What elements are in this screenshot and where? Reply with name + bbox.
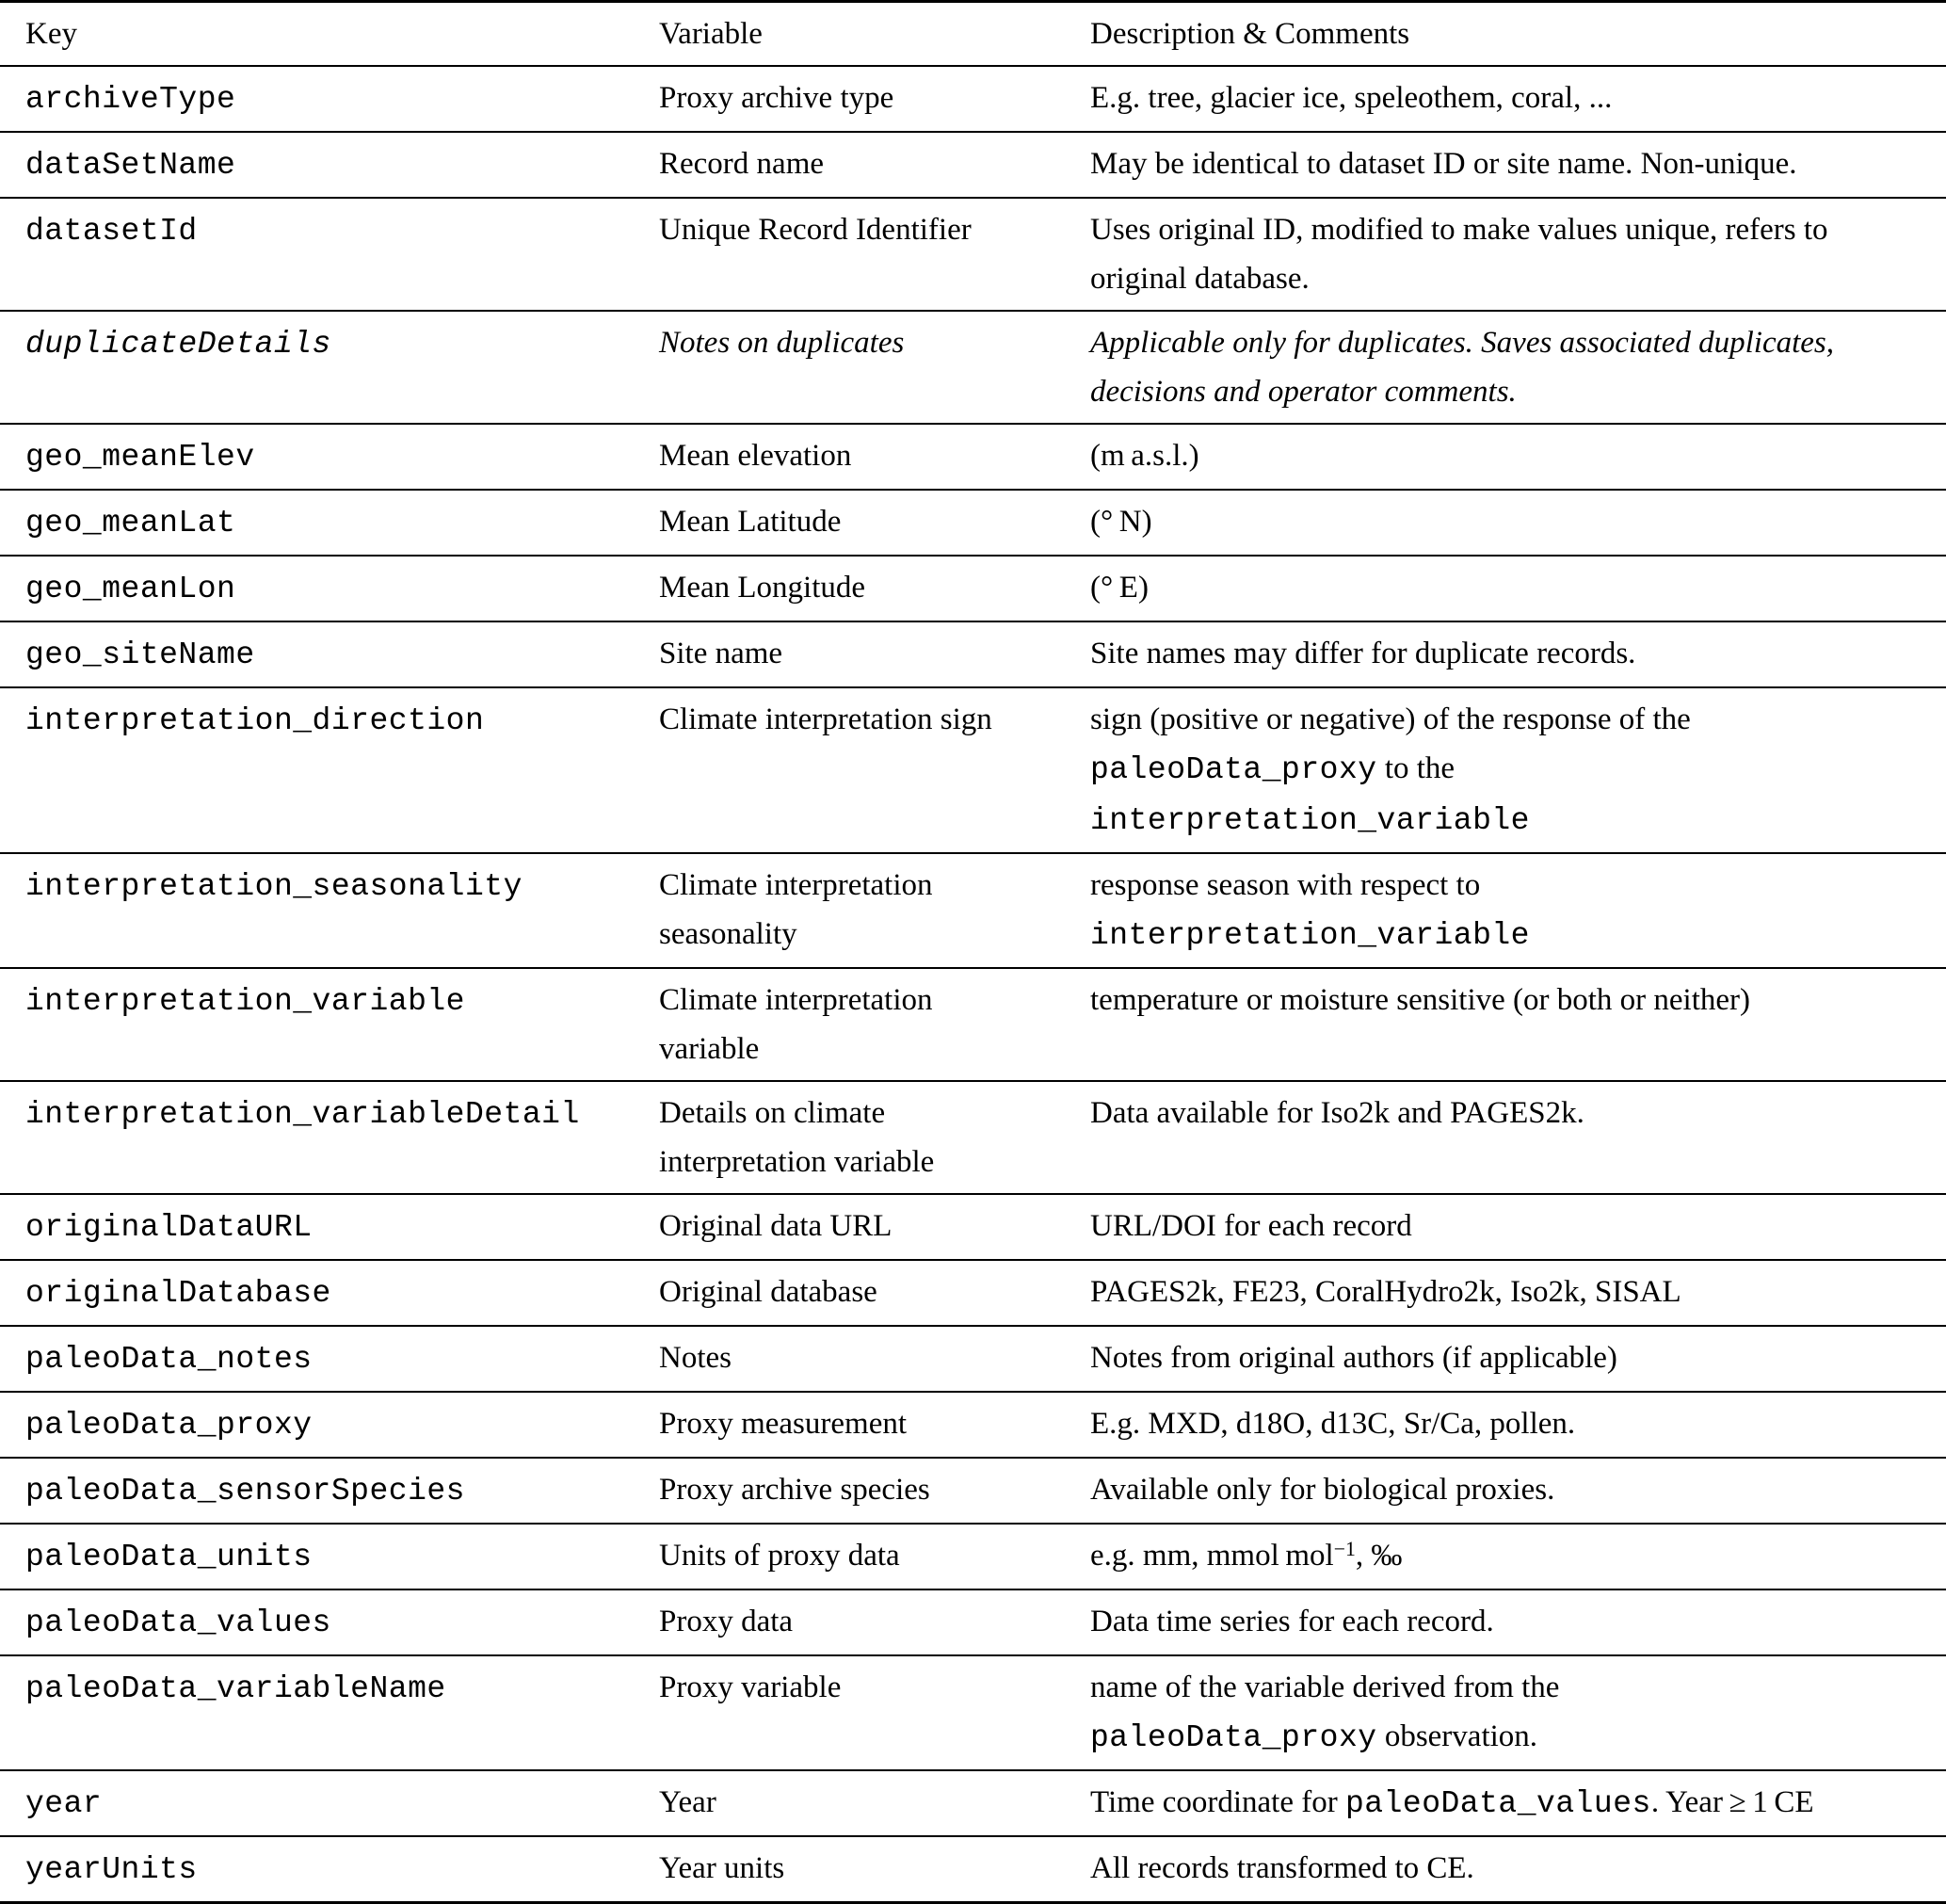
table-header bbox=[0, 2, 1946, 67]
description-cell bbox=[1090, 1458, 1946, 1524]
description-text: (m a.s.l.) bbox=[1090, 439, 1199, 473]
description-text: All records transformed to CE. bbox=[1090, 1851, 1474, 1885]
column-header-description: Description & Comments bbox=[1090, 17, 1410, 51]
key-cell bbox=[0, 1524, 659, 1589]
description-text: PAGES2k, FE23, CoralHydro2k, Iso2k, SISAL bbox=[1090, 1275, 1681, 1309]
key-cell bbox=[0, 1081, 659, 1194]
table-row bbox=[0, 1770, 1946, 1836]
key-text: paleoData_proxy bbox=[25, 1408, 313, 1443]
description-text: URL/DOI for each record bbox=[1090, 1209, 1412, 1243]
variable-cell bbox=[659, 66, 1090, 132]
variable-cell bbox=[659, 1524, 1090, 1589]
key-cell bbox=[0, 1260, 659, 1326]
key-text: originalDatabase bbox=[25, 1276, 331, 1311]
table-row bbox=[0, 687, 1946, 853]
description-line bbox=[1090, 318, 1946, 367]
description-line bbox=[1090, 1202, 1946, 1251]
description-cell bbox=[1090, 132, 1946, 198]
description-line bbox=[1090, 497, 1946, 546]
variable-line: Details on climate bbox=[659, 1096, 886, 1130]
key-text: archiveType bbox=[25, 82, 236, 117]
description-line bbox=[1090, 73, 1946, 122]
table-row bbox=[0, 621, 1946, 687]
description-cell bbox=[1090, 968, 1946, 1081]
description-cell bbox=[1090, 1392, 1946, 1458]
variable-line: Notes bbox=[659, 1341, 732, 1375]
variable-line: Site name bbox=[659, 637, 783, 670]
variable-line: Mean Longitude bbox=[659, 571, 866, 605]
key-cell bbox=[0, 132, 659, 198]
description-text: Data available for Iso2k and PAGES2k. bbox=[1090, 1096, 1584, 1130]
key-text: paleoData_variableName bbox=[25, 1671, 446, 1706]
description-cell bbox=[1090, 1260, 1946, 1326]
key-cell bbox=[0, 556, 659, 621]
variable-cell bbox=[659, 1081, 1090, 1194]
superscript-text: −1 bbox=[1333, 1538, 1356, 1561]
description-cell bbox=[1090, 1836, 1946, 1903]
description-cell bbox=[1090, 1655, 1946, 1770]
description-line bbox=[1090, 1333, 1946, 1382]
variable-cell bbox=[659, 490, 1090, 556]
description-cell bbox=[1090, 198, 1946, 311]
key-text: duplicateDetails bbox=[25, 327, 331, 362]
column-header-key: Key bbox=[25, 17, 77, 51]
code-text: interpretation_variable bbox=[1090, 918, 1530, 953]
description-text: observation. bbox=[1376, 1719, 1538, 1753]
key-text: geo_meanLon bbox=[25, 572, 236, 606]
description-cell bbox=[1090, 490, 1946, 556]
table-row bbox=[0, 132, 1946, 198]
variable-cell bbox=[659, 968, 1090, 1081]
description-text: Data time series for each record. bbox=[1090, 1605, 1494, 1638]
description-line bbox=[1090, 1712, 1946, 1763]
description-line bbox=[1090, 1399, 1946, 1448]
variable-line: Climate interpretation sign bbox=[659, 702, 992, 736]
code-text: interpretation_variable bbox=[1090, 803, 1530, 838]
key-text: interpretation_variableDetail bbox=[25, 1097, 580, 1132]
table-row bbox=[0, 1081, 1946, 1194]
key-cell bbox=[0, 1589, 659, 1655]
variable-line: interpretation variable bbox=[659, 1145, 935, 1179]
description-line bbox=[1090, 1531, 1946, 1580]
description-text: Uses original ID, modified to make values unique, refers to bbox=[1090, 213, 1828, 247]
key-cell bbox=[0, 1458, 659, 1524]
key-text: datasetId bbox=[25, 214, 198, 249]
variable-cell bbox=[659, 853, 1090, 968]
description-line bbox=[1090, 695, 1946, 744]
key-cell bbox=[0, 198, 659, 311]
key-text: interpretation_seasonality bbox=[25, 869, 523, 904]
key-text: paleoData_values bbox=[25, 1605, 331, 1640]
key-text: interpretation_variable bbox=[25, 984, 465, 1019]
description-cell bbox=[1090, 621, 1946, 687]
table-row bbox=[0, 1392, 1946, 1458]
description-line bbox=[1090, 139, 1946, 188]
description-cell bbox=[1090, 1081, 1946, 1194]
key-text: yearUnits bbox=[25, 1852, 198, 1887]
description-line bbox=[1090, 976, 1946, 1025]
key-cell bbox=[0, 687, 659, 853]
table-row bbox=[0, 556, 1946, 621]
description-text: name of the variable derived from the bbox=[1090, 1670, 1560, 1704]
variable-line: Mean Latitude bbox=[659, 505, 842, 539]
variable-cell bbox=[659, 1458, 1090, 1524]
description-line bbox=[1090, 563, 1946, 612]
variable-line: Proxy archive type bbox=[659, 81, 894, 115]
description-text: (° E) bbox=[1090, 571, 1149, 605]
key-cell bbox=[0, 1836, 659, 1903]
code-text: paleoData_proxy bbox=[1090, 752, 1377, 787]
key-cell bbox=[0, 311, 659, 424]
key-text: interpretation_direction bbox=[25, 703, 485, 738]
description-line bbox=[1090, 205, 1946, 254]
description-text: Site names may differ for duplicate records. bbox=[1090, 637, 1636, 670]
table-row bbox=[0, 424, 1946, 490]
description-text: temperature or moisture sensitive (or both or neither) bbox=[1090, 983, 1751, 1017]
description-cell bbox=[1090, 424, 1946, 490]
key-cell bbox=[0, 1655, 659, 1770]
variable-line: Units of proxy data bbox=[659, 1539, 900, 1573]
description-line bbox=[1090, 1844, 1946, 1893]
description-line bbox=[1090, 629, 1946, 678]
description-cell bbox=[1090, 1589, 1946, 1655]
description-cell bbox=[1090, 556, 1946, 621]
variable-cell bbox=[659, 1326, 1090, 1392]
description-line bbox=[1090, 1663, 1946, 1712]
description-text: Available only for biological proxies. bbox=[1090, 1473, 1555, 1507]
code-text: paleoData_values bbox=[1344, 1786, 1651, 1821]
key-cell bbox=[0, 1194, 659, 1260]
table-body bbox=[0, 66, 1946, 1903]
description-text: E.g. MXD, d18O, d13C, Sr/Ca, pollen. bbox=[1090, 1407, 1576, 1441]
table-row bbox=[0, 198, 1946, 311]
variable-line: variable bbox=[659, 1032, 760, 1066]
description-text: Time coordinate for bbox=[1090, 1785, 1345, 1819]
variable-cell bbox=[659, 132, 1090, 198]
key-text: paleoData_units bbox=[25, 1540, 313, 1574]
description-line bbox=[1090, 861, 1946, 910]
code-text: paleoData_proxy bbox=[1090, 1720, 1377, 1755]
key-text: geo_meanElev bbox=[25, 440, 255, 475]
description-line bbox=[1090, 910, 1946, 960]
table-row bbox=[0, 968, 1946, 1081]
key-cell bbox=[0, 968, 659, 1081]
description-text: e.g. mm, mmol mol bbox=[1090, 1539, 1334, 1573]
table-row bbox=[0, 1589, 1946, 1655]
key-cell bbox=[0, 66, 659, 132]
description-cell bbox=[1090, 311, 1946, 424]
description-cell bbox=[1090, 66, 1946, 132]
key-text: originalDataURL bbox=[25, 1210, 313, 1245]
description-line bbox=[1090, 431, 1946, 480]
variable-line: Proxy measurement bbox=[659, 1407, 908, 1441]
variable-cell bbox=[659, 621, 1090, 687]
description-text: E.g. tree, glacier ice, speleothem, coral, ... bbox=[1090, 81, 1613, 115]
variable-line: seasonality bbox=[659, 917, 797, 951]
table-row bbox=[0, 66, 1946, 132]
table-row bbox=[0, 311, 1946, 424]
table-row bbox=[0, 1194, 1946, 1260]
variable-line: Climate interpretation bbox=[659, 868, 933, 902]
variable-cell bbox=[659, 1589, 1090, 1655]
description-text: Applicable only for duplicates. Saves associated duplicates, bbox=[1090, 326, 1835, 360]
table-row bbox=[0, 1836, 1946, 1903]
description-line bbox=[1090, 1267, 1946, 1316]
variable-line: Notes on duplicates bbox=[659, 326, 905, 360]
variable-line: Original data URL bbox=[659, 1209, 893, 1243]
variable-cell bbox=[659, 311, 1090, 424]
table-row bbox=[0, 490, 1946, 556]
description-cell bbox=[1090, 1770, 1946, 1836]
description-cell bbox=[1090, 687, 1946, 853]
table-row bbox=[0, 853, 1946, 968]
key-text: geo_siteName bbox=[25, 637, 255, 672]
key-cell bbox=[0, 1392, 659, 1458]
description-line bbox=[1090, 367, 1946, 416]
description-text: . Year ≥ 1 CE bbox=[1650, 1785, 1814, 1819]
header-row bbox=[0, 2, 1946, 67]
description-line bbox=[1090, 1089, 1946, 1138]
table-row bbox=[0, 1458, 1946, 1524]
variable-cell bbox=[659, 198, 1090, 311]
key-text: paleoData_sensorSpecies bbox=[25, 1474, 465, 1509]
key-cell bbox=[0, 424, 659, 490]
description-text: (° N) bbox=[1090, 505, 1152, 539]
variable-line: Climate interpretation bbox=[659, 983, 933, 1017]
description-line bbox=[1090, 1597, 1946, 1646]
description-cell bbox=[1090, 1194, 1946, 1260]
table-row bbox=[0, 1326, 1946, 1392]
variable-cell bbox=[659, 1260, 1090, 1326]
description-text: May be identical to dataset ID or site name. Non-unique. bbox=[1090, 147, 1797, 181]
variable-cell bbox=[659, 424, 1090, 490]
description-line bbox=[1090, 1778, 1946, 1829]
description-cell bbox=[1090, 1524, 1946, 1589]
description-text: to the bbox=[1376, 751, 1455, 785]
description-text: original database. bbox=[1090, 262, 1310, 296]
variable-line: Year bbox=[659, 1785, 716, 1819]
variable-cell bbox=[659, 556, 1090, 621]
key-cell bbox=[0, 1326, 659, 1392]
description-line bbox=[1090, 1465, 1946, 1514]
key-text: dataSetName bbox=[25, 148, 236, 183]
variable-line: Proxy archive species bbox=[659, 1473, 930, 1507]
description-text: response season with respect to bbox=[1090, 868, 1481, 902]
key-cell bbox=[0, 1770, 659, 1836]
variable-line: Mean elevation bbox=[659, 439, 852, 473]
description-text: decisions and operator comments. bbox=[1090, 375, 1517, 409]
variable-line: Proxy data bbox=[659, 1605, 794, 1638]
variable-cell bbox=[659, 687, 1090, 853]
variable-cell bbox=[659, 1194, 1090, 1260]
variable-cell bbox=[659, 1836, 1090, 1903]
column-header-variable: Variable bbox=[659, 17, 763, 51]
description-line bbox=[1090, 795, 1946, 846]
key-text: geo_meanLat bbox=[25, 506, 236, 541]
table-row bbox=[0, 1260, 1946, 1326]
variable-line: Year units bbox=[659, 1851, 785, 1885]
variable-line: Original database bbox=[659, 1275, 877, 1309]
variable-line: Proxy variable bbox=[659, 1670, 842, 1704]
variable-line: Record name bbox=[659, 147, 825, 181]
description-cell bbox=[1090, 853, 1946, 968]
variable-cell bbox=[659, 1392, 1090, 1458]
variable-line: Unique Record Identifier bbox=[659, 213, 972, 247]
table-row bbox=[0, 1655, 1946, 1770]
key-cell bbox=[0, 621, 659, 687]
table-row bbox=[0, 1524, 1946, 1589]
description-cell bbox=[1090, 1326, 1946, 1392]
description-line bbox=[1090, 744, 1946, 795]
key-cell bbox=[0, 853, 659, 968]
description-line bbox=[1090, 254, 1946, 303]
description-text: sign (positive or negative) of the response of the bbox=[1090, 702, 1691, 736]
variable-cell bbox=[659, 1770, 1090, 1836]
key-text: year bbox=[25, 1786, 103, 1821]
key-cell bbox=[0, 490, 659, 556]
description-text: Notes from original authors (if applicable) bbox=[1090, 1341, 1617, 1375]
description-text: , ‰ bbox=[1355, 1539, 1403, 1573]
variable-cell bbox=[659, 1655, 1090, 1770]
key-text: paleoData_notes bbox=[25, 1342, 313, 1377]
